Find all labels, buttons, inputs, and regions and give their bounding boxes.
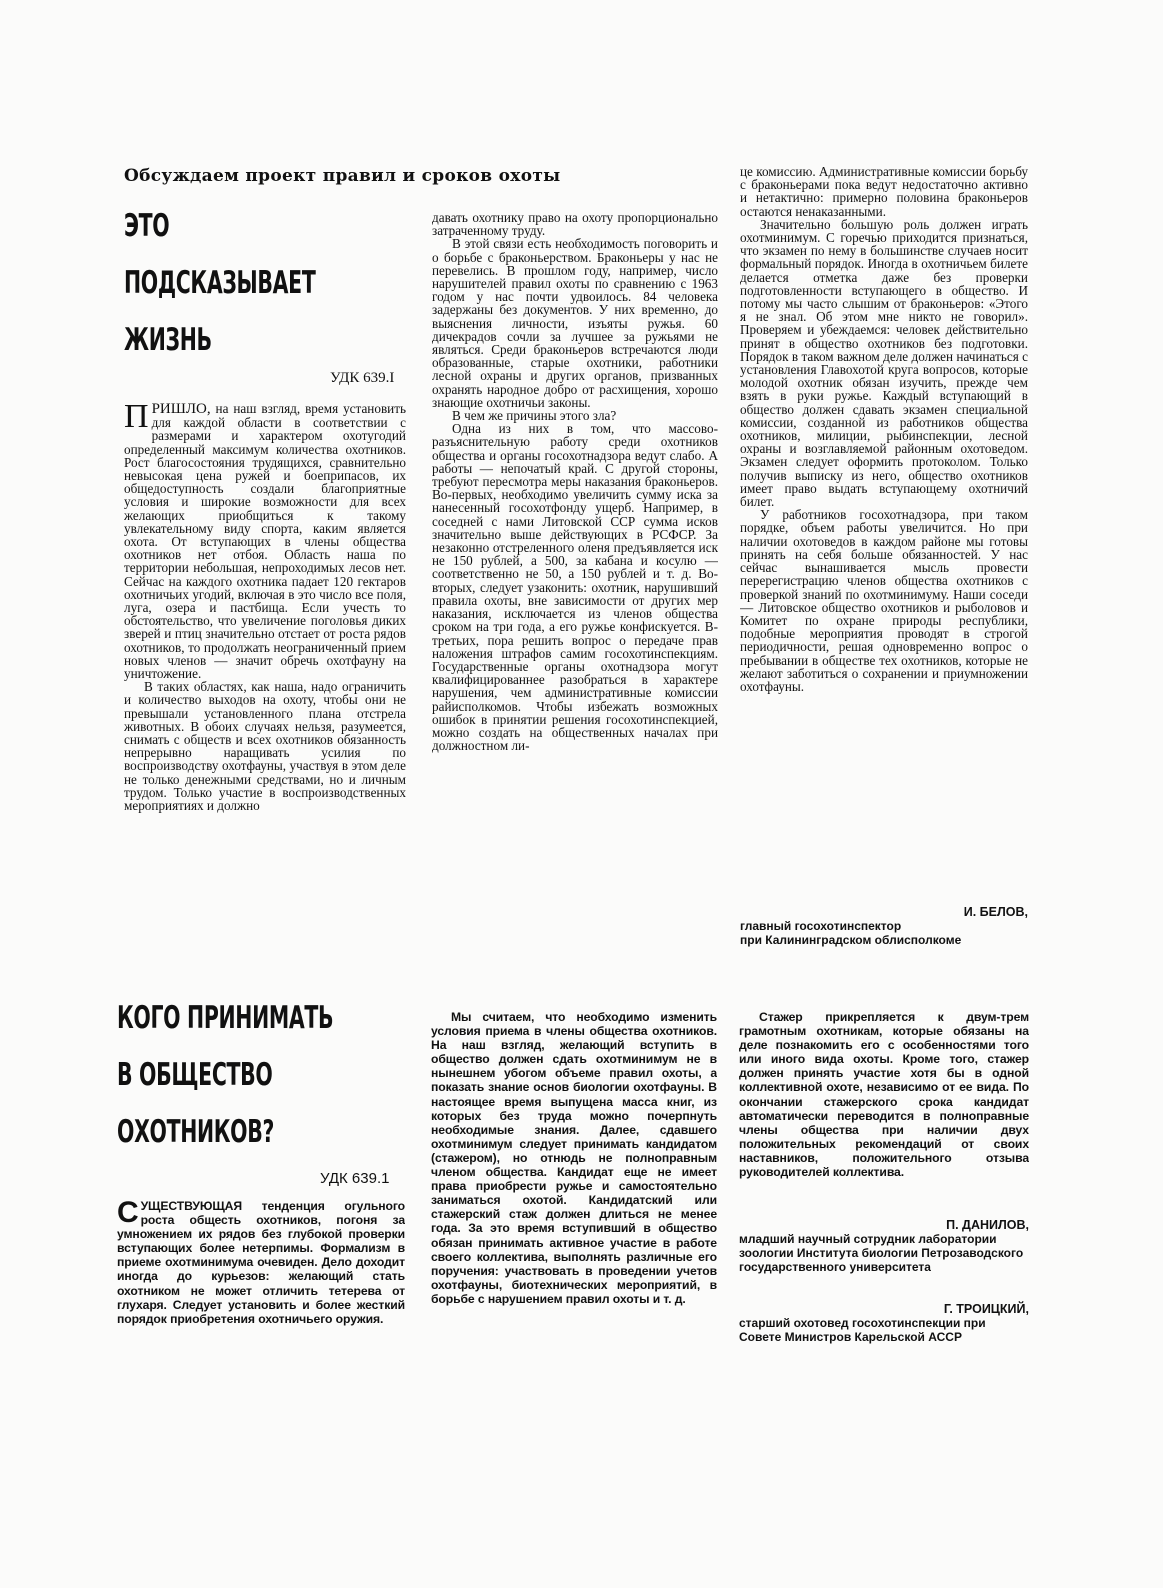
article2-paragraph-text: тенденция огульного роста общесть охотников, погоня за умножением их рядов без глубокой проверки вступающих более нетерпимы. Формализм в приеме охотминимума очевиден. Дело доходит иногда до курьезов: желающий стать охотником не может отличить тетерева от глухаря. Следует установить и более жесткий порядок приобретения охотничьего оружия. [117,1199,405,1326]
article2-title-line1: КОГО ПРИНИМАТЬ [117,1000,334,1036]
article2-signature-1 [739,1218,1029,1274]
article2-column2 [431,1010,717,1370]
article1-paragraph: Значительно большую роль должен играть охотминимум. С горечью приходится признаться, что экзамен по нему в большинстве случаев носит формальный порядок. Иногда в охотничьем билете делается отметка даже без проверки подготовленности вступающего в общество. И потому мы часто слышим от браконьеров: «Этого я не знал. Об этом мне никто не говорил». Проверяем и убеждаемся: человек действительно принят в общество охотников без подготовки. Порядок в таком важном деле должен начинаться с установления Главохотой круга вопросов, которые молодой охотник обязан изучить, прежде чем взять в руки ружье. Каждый вступающий в общество должен сдавать экзамен специальной комиссии, созданной из работников общества охотников, милиции, рыбинспекции, лесной охраны и возглавляемой районным охотоведом. Экзамен следует оформить протоколом. Только получив выписку из него, общество охотников имеет право выдать вступающему охотничий билет. [740,216,1028,510]
article1-column2 [432,211,718,951]
article1-title [124,198,364,358]
article2-author2-name: Г. ТРОИЦКИЙ, [943,1302,1029,1316]
article2-paragraph: Мы считаем, что необходимо изменить условия приема в члены общества охотников. На наш взгляд, желающий вступить в общество должен сдать охотминимум не в нынешнем убогом объеме правил охоты, а показать знание основ биологии охотфауны. В настоящее время выпущена масса книг, из которых без труда можно почерпнуть необходимые знания. Далее, сдавшего охотминимум следует принимать кандидатом (стажером), но отнюдь не полноправным членом общества. Кандидат еще не имеет права приобрести ружье и самостоятельно заниматься охотой. Кандидатский или стажерский стаж должен длиться не менее года. За это время вступивший в общество обязан принимать активное участие в работе своего коллектива, выполнять различные его поручения: участвовать в проведении учетов охотфауны, биотехнических мероприятий, в борьбе с нарушением правил охоты и т. д. [431,1010,717,1306]
article1-author-name: И. БЕЛОВ, [963,905,1028,919]
article1-author-position: при Калининградском облисполкоме [740,933,962,947]
article2-title-line3: ОХОТНИКОВ? [117,1114,275,1150]
article2-udk: УДК 639.1 [320,1170,390,1187]
article2-column3 [739,1010,1029,1205]
article1-column1 [124,402,406,950]
article2-lead-word: УЩЕСТВУЮЩАЯ [140,1199,243,1213]
article1-title-line2: ПОДСКАЗЫВАЕТ [124,265,316,301]
article1-title-line1: ЭТО [124,208,170,244]
article1-author-position: главный госохотинспектор [740,919,902,933]
section-rubric: Обсуждаем проект правил и сроков охоты [124,166,561,186]
article1-column3 [740,165,1028,900]
article2-dropcap: С [117,1199,139,1229]
article1-paragraph: це комиссию. Административные комиссии борьбу с браконьерами пока ведут недостаточно активно и нетактично: примерно половина браконьеров остаются ненаказанными. [740,165,1028,219]
article1-paragraph: В таких областях, как наша, надо ограничить и количество выходов на охоту, чтобы они не превышали установленного плана отстрела животных. В обоих случаях нельзя, разумеется, снимать с обществ и всех охотников обязанность непрерывно наращивать усилия по воспроизводству охотфауны, участвуя в этом деле не только денежными средствами, но и личным трудом. Только участие в воспроизводственных мероприятиях и должно [124,679,406,814]
article1-paragraph: Одна из них в том, что массово-разъяснительную работу среди охотников общества и органы госохотнадзора ведут слабо. А работы — непочатый край. С другой стороны, требуют пересмотра меры наказания браконьеров. Во-первых, необходимо увеличить сумму иска за нанесенный госохотфонду ущерб. Например, в соседней с нами Литовской ССР сумма исков значительно выше действующих в РСФСР. За незаконно отстреленного оленя предъявляется иск не 150 рублей, а 500, за кабана и косулю — соответственно не 50, а 150 рублей и т. д. Во-вторых, следует узаконить: охотник, нарушивший правила охоты, вне зависимости от других мер наказания, исключается из членов общества сроком на три года, а его ружье конфискуется. В-третьих, пора решить вопрос о передаче прав наложения штрафов самим госохотинспекциям. Государственные органы охотнадзора могут квалифицированнее разобраться в характере нарушения, чем административные комиссии райисполкомов. Чтобы избежать возможных ошибок в принятии решения госохотинспекцией, можно создать на общественных началах при должностном ли- [432,421,718,754]
article2-title [117,990,377,1165]
article1-paragraph: В чем же причины этого зла? [452,408,617,424]
article1-dropcap: П [124,402,149,435]
article1-paragraph: У работников госохотнадзора, при таком порядке, объем работы увеличится. Но при наличии охотоведов в каждом районе мы готовы принять на себя больше обязанностей. У нас сейчас вынашивается мысль провести перерегистрацию членов общества охотников с проверкой знаний по охотминимуму. Наши соседи — Литовское общество охотников и рыболовов и Комитет по охране природы республики, подобные мероприятия проводят в строгой периодичности, решая одновременно вопрос о пребывании в обществе тех охотников, которые не желают заботиться о сохранении и приумножении охотфауны. [740,507,1028,694]
article1-paragraph-text: на наш взгляд, время установить для каждой области в соответствии с размерами и характером охотугодий определенный максимум количества охотников. Рост благосостояния трудящихся, сравнительно невысокая цена ружей и боеприпасов, их общедоступность создали благоприятные условия и широкие возможности для всех желающих приобщиться к такому увлекательному виду спорта, каким является охота. От вступающих в члены общества охотников нет отбоя. Область наша по территории небольшая, непроходимых лесов нет. Сейчас на каждого охотника падает 120 гектаров охотничьих угодий, включая в это число все поля, луга, озера и пастбища. Если учесть то обстоятельство, что увеличение поголовья диких зверей и птиц значительно отстает от роста рядов охотников, то продолжать неограниченный прием новых членов — значит обречь охотфауну на уничтожение. [124,402,406,682]
article1-title-line3: ЖИЗНЬ [124,322,212,358]
article2-paragraph [117,1199,405,1326]
article1-paragraph [124,402,406,680]
article2-paragraph: Стажер прикрепляется к двум-трем грамотным охотникам, которые обязаны на деле познакомить его с особенностями того или иного вида охоты. Кроме того, стажер должен принять участие хотя бы в одной коллективной охоте, независимо от ее вида. По окончании стажерского срока кандидат автоматически переводится в полноправные члены общества при наличии двух положительных рекомендаций от своих наставников, положительного отзыва руководителей коллектива. [739,1010,1029,1180]
article1-lead-word: РИШЛО, [151,402,211,417]
article1-paragraph: давать охотнику право на охоту пропорционально затраченному труду. [432,211,718,239]
article1-paragraph: В этой связи есть необходимость поговорить и о борьбе с браконьерством. Браконьеры у нас не перевелись. В прошлом году, например, число нарушителей правил охоты по сравнению с 1963 годом у нас почти удвоилось. 84 человека задержаны без документов. У них временно, до выяснения личности, изъяты ружья. 60 дичекрадов сочли за лучшее за ружьями не являться. Среди браконьеров встречаются люди образованные, старые охотники, работники лесной охраны и других органов, призванных охранять народное добро от расхищения, хорошо знающие охотничьи законы. [432,236,718,410]
article2-column1 [117,1199,405,1369]
article2-signature-2 [739,1302,1029,1344]
article2-author2-position: старший охотовед госохотинспекции при Совете Министров Карельской АССР [739,1316,986,1344]
article2-author1-position: младший научный сотрудник лаборатории зоологии Института биологии Петрозаводского государственного университета [739,1232,1024,1274]
article2-author1-name: П. ДАНИЛОВ, [946,1218,1029,1232]
article2-title-line2: В ОБЩЕСТВО [117,1057,273,1093]
article1-signature [740,905,1028,947]
article1-udk: УДК 639.I [330,370,395,386]
